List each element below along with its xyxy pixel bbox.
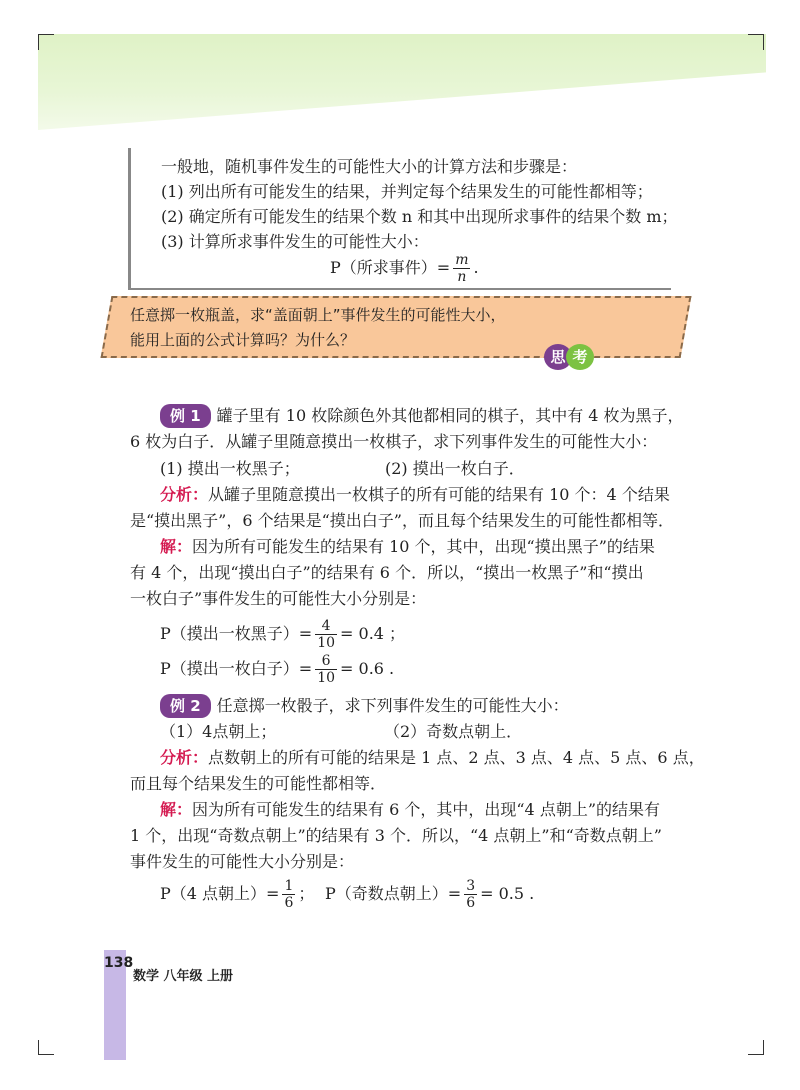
formula-denominator: 6: [284, 895, 294, 911]
analysis-label: 分析：: [160, 748, 209, 767]
solution-text: 因为所有可能发生的结果有 10 个，其中，出现“摸出黑子”的结果: [192, 537, 655, 556]
example-1-analysis-1: [160, 484, 670, 506]
formula-denominator: n: [457, 269, 467, 285]
example-1-text: 罐子里有 10 枚除颜色外其他都相同的棋子，其中有 4 枚为黑子，: [216, 406, 684, 425]
formula-fraction: [315, 618, 337, 651]
example-2-item-2: （2）奇数点朝上．: [384, 722, 523, 741]
crop-mark: [748, 34, 764, 35]
header-banner: [38, 34, 766, 130]
formula-right: = 0.6 .: [340, 659, 395, 678]
method-step-1: (1) 列出所有可能发生的结果，并判定每个结果发生的可能性都相等；: [161, 182, 653, 201]
example-1-line-2: 6 枚为白子．从罐子里随意摸出一枚棋子，求下列事件发生的可能性大小：: [130, 432, 658, 451]
example-1-line-1: [160, 404, 684, 428]
think-badge-2: 考: [566, 344, 594, 370]
formula-right: = 0.5 .: [480, 884, 535, 903]
example-2-text: 任意掷一枚骰子，求下列事件发生的可能性大小：: [216, 696, 569, 715]
formula-denominator: 10: [317, 670, 336, 686]
example-1-tag: 例 1: [160, 404, 211, 428]
formula-fraction: [315, 653, 337, 686]
example-2-solution-1: [160, 799, 660, 821]
crop-mark: [38, 1040, 39, 1055]
method-step-2: (2) 确定所有可能发生的结果个数 n 和其中出现所求事件的结果个数 m；: [161, 207, 678, 226]
formula-end: .: [473, 258, 479, 277]
solution-text: 因为所有可能发生的结果有 6 个，其中，出现“4 点朝上”的结果有: [192, 800, 660, 819]
think-line-2: 能用上面的公式计算吗？为什么？: [130, 331, 356, 349]
book-title: 数学 八年级 上册: [133, 969, 234, 984]
formula-numerator: 6: [315, 653, 337, 670]
crop-mark: [38, 34, 39, 50]
formula-left: P（4 点朝上）=: [160, 884, 280, 903]
example-2-item-1: （1）4点朝上；: [160, 722, 277, 741]
crop-mark: [38, 34, 54, 35]
formula-fraction: [464, 878, 477, 911]
formula-fraction: [282, 878, 295, 911]
formula-left: P（摸出一枚黑子）=: [160, 624, 313, 643]
formula-numerator: m: [455, 252, 469, 268]
formula-numerator: 3: [466, 878, 476, 894]
method-intro: 一般地，随机事件发生的可能性大小的计算方法和步骤是：: [161, 157, 578, 176]
example-1-solution-1: [160, 536, 655, 558]
solution-label: 解：: [160, 537, 193, 556]
think-text: [130, 303, 506, 353]
example-1-item-1: (1) 摸出一枚黑子；: [160, 459, 300, 478]
think-badge-1: 思: [544, 344, 572, 370]
page-number: 138: [104, 955, 134, 971]
formula-denominator: 6: [466, 895, 476, 911]
example-1-item-2: (2) 摸出一枚白子．: [385, 459, 525, 478]
formula-right: ；: [298, 884, 315, 903]
example-1-solution-3: 一枚白子”事件发生的可能性大小分别是：: [130, 589, 427, 608]
example-2-tag: 例 2: [160, 694, 211, 718]
formula-right: = 0.4 ；: [340, 624, 406, 643]
example-2-analysis-2: 而且每个结果发生的可能性都相等．: [130, 774, 387, 793]
formula-denominator: 10: [317, 635, 336, 651]
crop-mark: [748, 1054, 764, 1055]
general-formula: [330, 252, 479, 285]
example-2-analysis-1: [160, 747, 705, 769]
example-2-line-1: [160, 694, 569, 718]
formula-numerator: 4: [315, 618, 337, 635]
think-line-1: 任意掷一枚瓶盖，求“盖面朝上”事件发生的可能性大小，: [130, 306, 506, 324]
example-1-formula-1: [160, 618, 405, 651]
crop-mark: [38, 1054, 54, 1055]
formula-left: P（摸出一枚白子）=: [160, 659, 313, 678]
crop-mark: [763, 1040, 764, 1055]
formula-fraction: [453, 252, 470, 285]
formula-numerator: 1: [284, 878, 294, 894]
formula-left: P（所求事件）=: [330, 258, 451, 277]
formula-left: P（奇数点朝上）=: [325, 884, 462, 903]
analysis-text: 点数朝上的所有可能的结果是 1 点、2 点、3 点、4 点、5 点、6 点，: [208, 748, 705, 767]
example-1-analysis-2: 是“摸出黑子”，6 个结果是“摸出白子”，而且每个结果发生的可能性都相等．: [130, 511, 674, 530]
example-2-solution-3: 事件发生的可能性大小分别是：: [130, 852, 355, 871]
example-2-formula-2: [325, 878, 534, 911]
example-1-solution-2: 有 4 个，出现“摸出白子”的结果有 6 个．所以，“摸出一枚黑子”和“摸出: [130, 563, 644, 582]
example-2-formula-1: [160, 878, 314, 911]
analysis-text: 从罐子里随意摸出一枚棋子的所有可能的结果有 10 个：4 个结果: [208, 485, 670, 504]
crop-mark: [763, 34, 764, 50]
analysis-label: 分析：: [160, 485, 209, 504]
solution-label: 解：: [160, 800, 193, 819]
method-step-3: (3) 计算所求事件发生的可能性大小：: [161, 232, 429, 251]
example-1-formula-2: [160, 653, 394, 686]
example-2-solution-2: 1 个，出现“奇数点朝上”的结果有 3 个．所以，“4 点朝上”和“奇数点朝上”: [130, 826, 662, 845]
